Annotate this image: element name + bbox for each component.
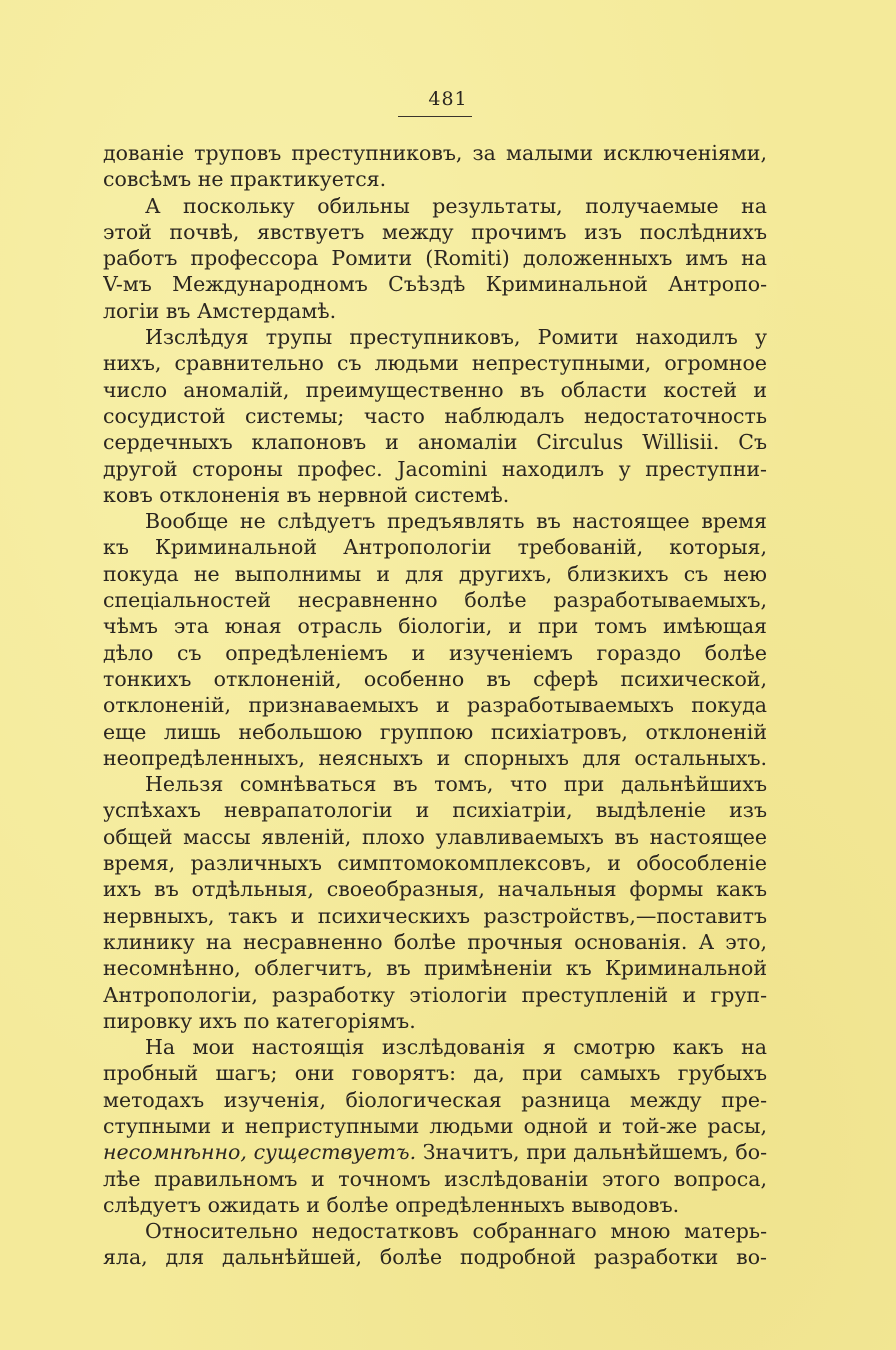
text-line: сосудистой системы; часто наблюдалъ недостаточность bbox=[103, 403, 767, 428]
text-line: нервныхъ, такъ и психическихъ разстройствъ,—поставитъ bbox=[103, 903, 767, 928]
text-line: пировку ихъ по категоріямъ. bbox=[103, 1008, 416, 1033]
text-line: работъ профессора Ромити (Romiti) доложенныхъ имъ на bbox=[103, 246, 767, 271]
text-line: дованіе труповъ преступниковъ, за малыми исключеніями, bbox=[103, 141, 767, 165]
text-line: нихъ, сравнительно съ людьми непреступными, огромное bbox=[103, 351, 767, 376]
text-line: яла, для дальнѣйшей, болѣе подробной разработки во- bbox=[103, 1245, 767, 1270]
text-line: дѣло съ опредѣленіемъ и изученіемъ гораздо болѣе bbox=[103, 640, 767, 665]
text-line: несомнѣнно, облегчитъ, въ примѣненіи къ Криминальной bbox=[103, 956, 767, 981]
text-line: лѣе правильномъ и точномъ изслѣдованіи этого вопроса, bbox=[103, 1166, 767, 1191]
text-line: этой почвѣ, явствуетъ между прочимъ изъ послѣднихъ bbox=[103, 219, 767, 244]
text-span: Значитъ, при дальнѣйшемъ, бо- bbox=[416, 1140, 767, 1165]
body-text bbox=[103, 140, 767, 1271]
text-line: число аномалій, преимущественно въ области костей и bbox=[103, 377, 767, 402]
text-line: другой стороны профес. Jacomini находилъ у преступни- bbox=[103, 456, 767, 481]
text-line: ковъ отклоненія въ нервной системѣ. bbox=[103, 482, 510, 507]
text-line: логіи въ Амстердамѣ. bbox=[103, 298, 337, 323]
text-line: тонкихъ отклоненій, особенно въ сферѣ психической, bbox=[103, 666, 767, 691]
text-line: клинику на несравненно болѣе прочныя основанія. А это, bbox=[103, 929, 767, 954]
text-line: Нельзя сомнѣваться въ томъ, что при дальнѣйшихъ bbox=[145, 772, 767, 797]
text-line: Антропологіи, разработку этіологіи преступленій и груп- bbox=[103, 982, 767, 1007]
text-line: V-мъ Международномъ Съѣздѣ Криминальной Антропо- bbox=[103, 272, 767, 297]
text-line: Вообще не слѣдуетъ предъявлять въ настоящее время bbox=[145, 509, 767, 534]
text-line: совсѣмъ не практикуется. bbox=[103, 167, 387, 192]
text-line bbox=[103, 1139, 767, 1165]
text-line: Изслѣдуя трупы преступниковъ, Ромити находилъ у bbox=[145, 325, 767, 350]
text-line: пробный шагъ; они говорятъ: да, при самыхъ грубыхъ bbox=[103, 1061, 767, 1086]
text-line: ступными и неприступными людьми одной и той-же расы, bbox=[103, 1113, 767, 1138]
text-line: еще лишь небольшою группою психіатровъ, отклоненій bbox=[103, 719, 767, 744]
text-line: время, различныхъ симптомокомплексовъ, и обособленіе bbox=[103, 851, 767, 876]
text-line: А поскольку обильны результаты, получаемые на bbox=[145, 193, 767, 218]
text-line: спеціальностей несравненно болѣе разработываемыхъ, bbox=[103, 588, 767, 613]
italic-emphasis: несомнѣнно, существуетъ. bbox=[103, 1140, 417, 1165]
page-number-rule bbox=[398, 116, 472, 117]
text-line: неопредѣленныхъ, неясныхъ и спорныхъ для остальныхъ. bbox=[103, 745, 767, 770]
page-number: 481 bbox=[428, 88, 468, 110]
text-line: общей массы явленій, плохо улавливаемыхъ въ настоящее bbox=[103, 824, 767, 849]
text-line: чѣмъ эта юная отрасль біологіи, и при томъ имѣющая bbox=[103, 614, 767, 639]
text-line: ихъ въ отдѣльныя, своеобразныя, начальныя формы какъ bbox=[103, 877, 767, 902]
text-line: успѣхахъ неврапатологіи и психіатріи, выдѣленіе изъ bbox=[103, 798, 767, 823]
text-line: къ Криминальной Антропологіи требованій, которыя, bbox=[103, 535, 767, 560]
text-line: слѣдуетъ ожидать и болѣе опредѣленныхъ выводовъ. bbox=[103, 1192, 680, 1217]
text-line: На мои настоящія изслѣдованія я смотрю какъ на bbox=[145, 1035, 767, 1060]
text-line: покуда не выполнимы и для другихъ, близкихъ съ нею bbox=[103, 561, 767, 586]
text-line: методахъ изученія, біологическая разница между пре- bbox=[103, 1087, 767, 1112]
text-line: отклоненій, признаваемыхъ и разработываемыхъ покуда bbox=[103, 693, 767, 718]
text-line: Относительно недостатковъ собраннаго мною матерь- bbox=[145, 1219, 767, 1244]
text-line: сердечныхъ клапоновъ и аномаліи Circulus Willisii. Съ bbox=[103, 430, 767, 455]
